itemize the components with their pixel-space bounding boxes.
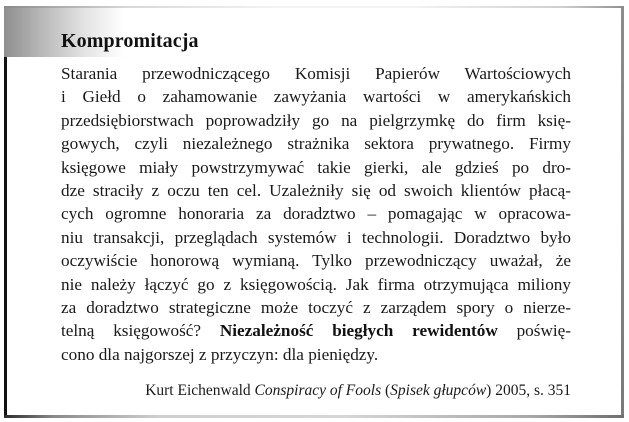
body-line: oczywiście honorową wymianą. Tylko przewodniczący uważał, że — [61, 251, 571, 271]
citation-paren-close: ) — [486, 382, 492, 399]
body-line-last: cono dla najgorszej z przyczyn: dla pieniędzy. — [61, 344, 379, 364]
body-line: księgowe miały powstrzymywać takie gierki, ale gdzieś po dro- — [61, 157, 571, 177]
body-line: za doradztwo strategiczne może toczyć z zarządem spory o nierze- — [61, 297, 571, 317]
frame-right-border — [621, 6, 624, 418]
citation-paren-open: ( — [381, 382, 391, 399]
body-line: Starania przewodniczącego Komisji Papierów Wartościowych — [61, 64, 571, 83]
citation — [145, 381, 571, 401]
body-line: nie należy łączyć go z księgowością. Jak firma otrzymująca miliony — [61, 274, 571, 294]
body-line-with-emphasis — [61, 319, 571, 342]
body-line-before: telną księgowość? — [61, 321, 220, 341]
citation-year-page: 2005, s. 351 — [491, 382, 571, 399]
body-line: gowych, czyli niezależnego strażnika sektora prywatnego. Firmy — [61, 134, 571, 154]
body-line: przedsiębiorstwach poprowadziły go na pielgrzymkę do firm księ- — [61, 110, 571, 130]
emphasis-auditor-independence: Niezależność biegłych rewidentów — [219, 321, 498, 341]
citation-title-en: Conspiracy of Fools — [254, 382, 382, 399]
body-line: i Giełd o zahamowanie zawyżania wartości w amerykańskich — [61, 87, 571, 107]
citation-title-pl: Spisek głupców — [390, 382, 487, 399]
frame-bottom-border — [4, 415, 624, 418]
body-line-after: poświę- — [497, 321, 571, 341]
box-body-paragraph — [61, 62, 571, 366]
frame-left-border — [4, 57, 7, 418]
body-line: niu transakcji, przeglądach systemów i technologii. Doradztwo było — [61, 227, 571, 247]
body-line: cych ogromne honoraria za doradztwo – pomagając w opracowa- — [61, 204, 571, 224]
body-line: dze straciły z oczu ten cel. Uzależniły się od swoich klientów płacą- — [61, 180, 571, 200]
box-title: Kompromitacja — [61, 30, 199, 52]
citation-author: Kurt Eichenwald — [145, 382, 251, 399]
